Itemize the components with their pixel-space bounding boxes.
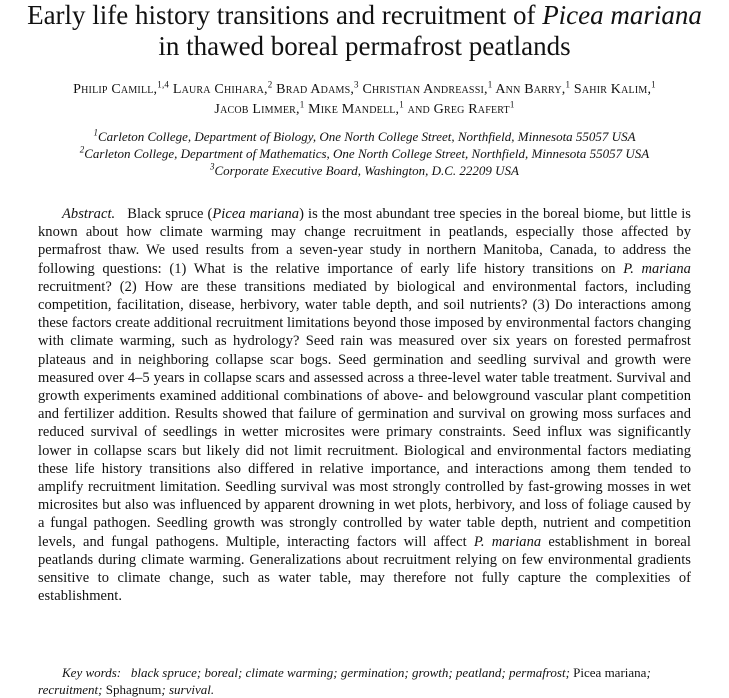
affiliation-num: 1 bbox=[93, 127, 98, 138]
keywords-list: black spruce; boreal; climate warming; germination; growth; peatland; permafrost; bbox=[130, 665, 570, 680]
author-affil-sup: 1 bbox=[299, 99, 305, 110]
paper-title bbox=[0, 0, 729, 62]
author-line-2 bbox=[0, 100, 729, 120]
keywords-list: ; survival. bbox=[161, 682, 215, 697]
abstract-text: establishment in boreal peatlands during climate warming. Generalizations about recruitment relying on few environmental gradients sensitive to climate change, such as water table, may therefore not fully capture the complexities of establishment. bbox=[38, 533, 691, 605]
keyword-genus: Sphagnum bbox=[105, 682, 162, 697]
author-affil-sup: 1,4 bbox=[157, 79, 170, 90]
affiliation-text: Corporate Executive Board, Washington, D.C. 22209 USA bbox=[214, 163, 519, 178]
author-name: Laura Chihara, bbox=[172, 82, 268, 97]
author-affil-sup: 3 bbox=[354, 79, 359, 90]
keyword-species: Picea mariana bbox=[573, 665, 647, 680]
affiliation-num: 2 bbox=[79, 144, 85, 155]
abstract-label: Abstract. bbox=[62, 206, 116, 222]
abstract-text: Black spruce ( bbox=[127, 206, 213, 222]
author-name: Brad Adams, bbox=[276, 82, 355, 97]
abstract-species: P. mariana bbox=[623, 260, 691, 277]
title-text: Early life history transitions and recruitment of bbox=[27, 0, 543, 30]
title-line-1 bbox=[0, 0, 729, 31]
abstract bbox=[38, 205, 691, 605]
keywords bbox=[38, 664, 691, 698]
keywords-list: ; recruitment; bbox=[38, 665, 651, 697]
author-line-1 bbox=[0, 80, 729, 100]
author-name: Sahir Kalim, bbox=[573, 82, 652, 97]
author-name: Ann Barry, bbox=[495, 82, 566, 97]
affiliation-1 bbox=[0, 128, 729, 145]
title-line-2: in thawed boreal permafrost peatlands bbox=[158, 31, 571, 61]
affiliation-num: 3 bbox=[209, 161, 215, 172]
author-affil-sup: 1 bbox=[565, 79, 571, 90]
author-list bbox=[0, 80, 729, 120]
affiliation-2 bbox=[0, 145, 729, 162]
affiliation-text: Carleton College, Department of Mathematics, One North College Street, Northfield, Minnesota 55057 USA bbox=[84, 146, 650, 161]
author-affil-sup: 1 bbox=[487, 79, 493, 90]
abstract-species: P. mariana bbox=[473, 533, 542, 550]
author-affil-sup: 1 bbox=[509, 99, 515, 110]
author-affil-sup: 1 bbox=[651, 79, 656, 90]
abstract-species: Picea mariana bbox=[212, 206, 300, 222]
author-name: and Greg Rafert bbox=[407, 102, 510, 117]
abstract-text: ) is the most abundant tree species in the boreal biome, but little is known about how climate warming may change recruitment in peatlands, especially those affected by permafrost thaw. We used results from a seven-year study in northern Manitoba, Canada, to address the following questions: (1) What is the relative importance of early life history transitions on bbox=[38, 206, 692, 277]
author-name: Mike Mandell, bbox=[308, 102, 400, 117]
author-name: Philip Camill, bbox=[73, 82, 158, 97]
author-affil-sup: 2 bbox=[267, 79, 273, 90]
abstract-text: recruitment? (2) How are these transitions mediated by biological and environmental factors, including competition, facilitation, disease, herbivory, water table depth, and soil nutrients? (3) Do interactions among these factors create additional recruitment limitations beyond those imposed by environmental factors changing with climate warming, such as hydrology? Seed rain was measured over six years on forested permafrost plateaus and in neighboring collapse scar bogs. Seed germination and seedling survival and growth were measured over 4–5 years in collapse scars and assessed across a three-level water table treatment. Survival and growth experiments examined additional combinations of above- and belowground vascular plant competition and fertilizer addition. Results showed that failure of germination and survival on growing moss surfaces and reduced survival of seedlings in wetter microsites were primary constraints. Seed influx was significantly lower in collapse scars but likely did not limit recruitment. Biological and environmental factors mediating these life history transitions also differed in relative importance, and interactions among them tended to amplify recruitment limitation. Seedling survival was most strongly controlled by fast-growing mosses in wet microsites but also was influenced by apparent drowning in wet plots, herbivory, and loss of foliage caused by a fungal pathogen. Seedling growth was strongly controlled by water table depth, nutrient and competition levels, and fungal pathogens. Multiple, interacting factors will affect bbox=[38, 278, 691, 550]
affiliations bbox=[0, 128, 729, 179]
keywords-label: Key words: bbox=[62, 665, 122, 680]
author-name: Jacob Limmer, bbox=[214, 102, 300, 117]
affiliation-3 bbox=[0, 162, 729, 179]
title-species: Picea mariana bbox=[542, 0, 702, 30]
affiliation-text: Carleton College, Department of Biology, One North College Street, Northfield, Minnesota 55057 USA bbox=[97, 129, 636, 144]
author-name: Christian Andreassi, bbox=[362, 82, 488, 97]
author-affil-sup: 1 bbox=[399, 99, 404, 110]
